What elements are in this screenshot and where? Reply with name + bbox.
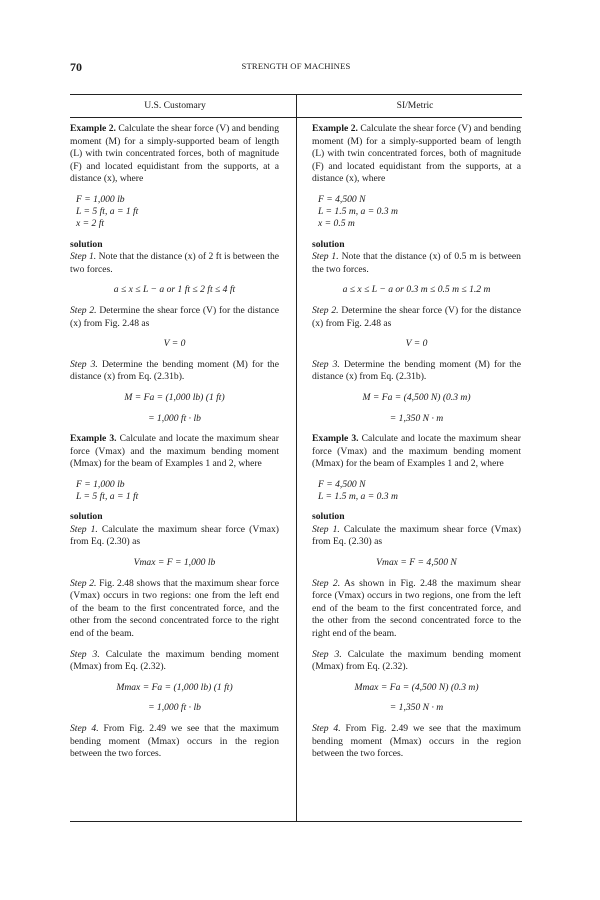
page-number: 70 [70, 60, 82, 74]
step-text: Note that the distance (x) of 2 ft is between the two forces. [70, 251, 279, 275]
step-paragraph [312, 359, 521, 384]
step-text: Fig. 2.48 shows that the maximum shear force (Vmax) occurs in two regions: one from the left end of the beam to the first concentrated force, and the other from the second concentrated force to the right end of the beam. [70, 577, 279, 640]
step-paragraph [312, 251, 521, 276]
equation: V = 0 [163, 338, 186, 350]
step-label: Step 3. [312, 358, 340, 370]
column-divider [296, 94, 297, 822]
given-line: L = 5 ft, a = 1 ft [76, 491, 139, 503]
step-label: Step 2. [70, 304, 97, 316]
step-text: Determine the shear force (V) for the distance (x) from Fig. 2.48 as [70, 304, 279, 329]
example-2-paragraph [312, 123, 521, 186]
step-paragraph [312, 649, 521, 674]
given-line: L = 1.5 m, a = 0.3 m [318, 491, 398, 503]
given-values [318, 479, 521, 503]
equation: a ≤ x ≤ L − a or 1 ft ≤ 2 ft ≤ 4 ft [113, 284, 236, 296]
step-text: Calculate the maximum bending moment (Mmax) from Eq. (2.32). [312, 648, 521, 673]
step-text: Calculate the maximum shear force (Vmax) from Eq. (2.30) as [312, 523, 521, 548]
equation: = 1,000 ft · lb [148, 702, 201, 714]
example-label: Example 3. [312, 433, 359, 445]
example-text: Calculate the shear force (V) and bending moment (M) for a simply-supported beam of length (L) with twin concentrated forces, both of magnitude (F) and located equidistant from the supports, at a distance (x), where [312, 123, 521, 185]
step-paragraph [70, 305, 279, 330]
example-text: Calculate the shear force (V) and bending moment (M) for a simply-supported beam of length (L) with twin concentrated forces, both of magnitude (F) and located equidistant from the supports, at a distance (x), where [70, 123, 279, 185]
step-paragraph [70, 649, 279, 674]
step-text: Note that the distance (x) of 0.5 m is between the two forces. [312, 251, 521, 275]
given-line: L = 5 ft, a = 1 ft [76, 206, 139, 218]
step-text: Calculate the maximum bending moment (Mmax) from Eq. (2.32). [70, 648, 279, 673]
given-line: x = 2 ft [76, 218, 105, 230]
given-values [76, 194, 279, 231]
example-3-paragraph [312, 433, 521, 471]
equation: M = Fa = (4,500 N) (0.3 m) [362, 391, 471, 403]
example-text: Calculate and locate the maximum shear force (Vmax) and the maximum bending moment (Mmax) for the beam of Examples 1 and 2, where [312, 433, 521, 470]
equation: Vmax = F = 4,500 N [376, 557, 457, 569]
step-label: Step 1. [312, 523, 340, 535]
step-text: Determine the bending moment (M) for the distance (x) from Eq. (2.31b). [70, 358, 279, 383]
step-label: Step 3. [70, 358, 98, 370]
step-paragraph [312, 524, 521, 549]
step-text: Determine the bending moment (M) for the distance (x) from Eq. (2.31b). [312, 358, 521, 383]
given-line: x = 0.5 m [318, 218, 355, 230]
page-header [70, 60, 522, 76]
solution-heading: solution [312, 511, 345, 523]
equation: V = 0 [405, 338, 428, 350]
example-2-paragraph [70, 123, 279, 186]
given-line: F = 1,000 lb [76, 193, 125, 205]
step-text: As shown in Fig. 2.48 the maximum shear force (Vmax) occurs in two regions, one from the left end of the beam to the first concentrated force, and the other from the second concentrated force to the right end of the beam. [312, 577, 521, 640]
step-text: From Fig. 2.49 we see that the maximum bending moment (Mmax) occurs in the region between the two forces. [312, 723, 521, 760]
column-title-si: SI/Metric [396, 100, 434, 111]
equation: = 1,350 N · m [389, 412, 444, 424]
column-title-us: U.S. Customary [144, 100, 206, 111]
step-label: Step 2. [312, 577, 341, 589]
given-line: L = 1.5 m, a = 0.3 m [318, 206, 398, 218]
given-line: F = 1,000 lb [76, 478, 125, 490]
example-label: Example 2. [70, 123, 116, 134]
equation: = 1,350 N · m [389, 702, 444, 714]
given-line: F = 4,500 N [318, 478, 366, 490]
given-values [76, 479, 279, 503]
equation: M = Fa = (1,000 lb) (1 ft) [124, 391, 225, 403]
example-text: Calculate and locate the maximum shear force (Vmax) and the maximum bending moment (Mmax) for the beam of Examples 1 and 2, where [70, 433, 279, 470]
given-values [318, 194, 521, 231]
column-si [312, 123, 521, 769]
step-label: Step 1. [312, 251, 339, 263]
equation: Mmax = Fa = (4,500 N) (0.3 m) [354, 681, 479, 693]
equation: Mmax = Fa = (1,000 lb) (1 ft) [116, 681, 233, 693]
step-label: Step 1. [70, 523, 98, 535]
step-paragraph [70, 578, 279, 641]
step-label: Step 4. [312, 723, 341, 735]
step-paragraph [70, 251, 279, 276]
step-label: Step 3. [70, 648, 100, 660]
solution-heading: solution [312, 238, 345, 250]
column-us [70, 123, 279, 769]
example-label: Example 3. [70, 433, 117, 445]
equation: = 1,000 ft · lb [148, 412, 201, 424]
example-label: Example 2. [312, 123, 358, 134]
running-title: STRENGTH OF MACHINES [241, 61, 351, 71]
step-label: Step 2. [70, 577, 97, 589]
example-3-paragraph [70, 433, 279, 471]
step-text: From Fig. 2.49 we see that the maximum bending moment (Mmax) occurs in the region between the two forces. [70, 723, 279, 760]
step-text: Determine the shear force (V) for the distance (x) from Fig. 2.48 as [312, 304, 521, 329]
step-paragraph [312, 723, 521, 761]
solution-heading: solution [70, 511, 103, 523]
given-line: F = 4,500 N [318, 193, 366, 205]
step-paragraph [312, 578, 521, 641]
step-label: Step 3. [312, 648, 342, 660]
step-label: Step 1. [70, 251, 97, 263]
solution-heading: solution [70, 238, 103, 250]
step-paragraph [70, 524, 279, 549]
equation: Vmax = F = 1,000 lb [133, 557, 216, 569]
step-label: Step 2. [312, 304, 339, 316]
step-paragraph [70, 723, 279, 761]
step-text: Calculate the maximum shear force (Vmax) from Eq. (2.30) as [70, 523, 279, 548]
step-paragraph [312, 305, 521, 330]
step-paragraph [70, 359, 279, 384]
step-label: Step 4. [70, 723, 99, 735]
comparison-table [70, 94, 522, 822]
equation: a ≤ x ≤ L − a or 0.3 m ≤ 0.5 m ≤ 1.2 m [342, 284, 491, 296]
